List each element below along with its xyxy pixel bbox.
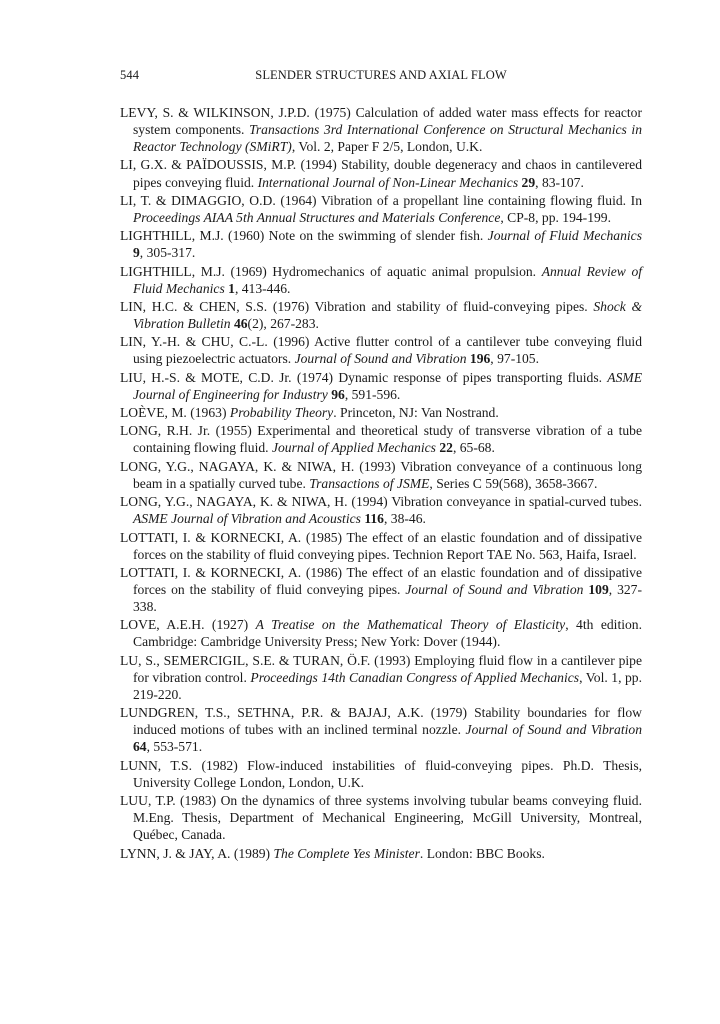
reference-details: , 83-107. xyxy=(535,174,584,190)
page xyxy=(120,68,642,863)
reference-entry xyxy=(120,458,642,492)
reference-details: . London: BBC Books. xyxy=(419,845,545,861)
reference-entry xyxy=(120,192,642,226)
reference-entry xyxy=(120,529,642,563)
reference-entry xyxy=(120,333,642,367)
reference-volume: 116 xyxy=(364,511,384,527)
reference-source: Journal of Applied Mechanics xyxy=(271,440,436,456)
reference-authors: LIN, H.C. & CHEN, S.S. xyxy=(120,298,268,314)
reference-volume: 196 xyxy=(469,351,491,367)
reference-title: Note on the swimming of slender fish. xyxy=(268,228,484,244)
reference-year: (1960) xyxy=(228,228,265,244)
reference-source: Proceedings AIAA 5th Annual Structures and Materials Conference xyxy=(133,209,501,225)
reference-source: A Treatise on the Mathematical Theory of Elasticity xyxy=(255,617,566,633)
reference-source: Annual Review of Fluid Mechanics xyxy=(133,263,643,296)
reference-source: International Journal of Non-Linear Mechanics xyxy=(257,174,519,190)
reference-year: (1982) xyxy=(201,757,238,773)
reference-details: , 4th edition. Cambridge: Cambridge University Press; New York: Dover (1944). xyxy=(133,617,643,650)
reference-authors: LI, T. & DIMAGGIO, O.D. xyxy=(120,192,276,208)
reference-source: Probability Theory xyxy=(229,405,334,421)
reference-authors: LONG, Y.G., NAGAYA, K. & NIWA, H. xyxy=(120,458,355,474)
reference-year: (1955) xyxy=(215,423,252,439)
reference-year: (1964) xyxy=(280,192,317,208)
reference-title: The effect of an elastic foundation and of dissipative forces on the stability of fluid conveying pipes. xyxy=(133,564,643,597)
reference-authors: LU, S., SEMERCIGIL, S.E. & TURAN, Ö.F. xyxy=(120,652,371,668)
reference-title: Vibration conveyance in spatial-curved tubes. xyxy=(391,494,642,510)
reference-details: , 591-596. xyxy=(344,386,401,402)
reference-volume: 1 xyxy=(228,280,235,296)
reference-entry xyxy=(120,792,642,843)
reference-entry xyxy=(120,227,642,261)
reference-year: (1975) xyxy=(314,105,351,120)
reference-entry xyxy=(120,263,642,297)
reference-details: (2), 267-283. xyxy=(247,316,319,332)
reference-year: (1974) xyxy=(296,369,334,385)
reference-title: The effect of an elastic foundation and of dissipative forces on the stability of fluid conveying pipes. Technion Report TAE No. 563, Haifa, Israel. xyxy=(133,529,643,562)
reference-title: Dynamic response of pipes transporting fluids. xyxy=(338,369,603,385)
reference-authors: LUU, T.P. xyxy=(120,793,176,809)
reference-year: (1996) xyxy=(273,334,310,350)
reference-authors: LIGHTHILL, M.J. xyxy=(120,228,224,244)
reference-title: Stability, double degeneracy and chaos in cantilevered pipes conveying fluid. xyxy=(133,157,642,190)
reference-authors: LIN, Y.-H. & CHU, C.-L. xyxy=(120,334,268,350)
reference-title: On the dynamics of three systems involving tubular beams conveying fluid. M.Eng. Thesis, Department of Mechanical Engineering, McGill University, Montreal, Québec, Canada. xyxy=(133,793,642,843)
reference-volume: 22 xyxy=(439,440,453,456)
reference-authors: LEVY, S. & WILKINSON, J.P.D. xyxy=(120,105,310,120)
running-head xyxy=(120,68,642,88)
reference-title: Experimental and theoretical study of transverse vibration of a tube containing flowing fluid. xyxy=(133,423,642,456)
reference-authors: LOVE, A.E.H. xyxy=(120,617,205,633)
reference-details: , Vol. 2, Paper F 2/5, London, U.K. xyxy=(291,139,483,155)
reference-title: Employing fluid flow in a cantilever pipe for vibration control. xyxy=(133,652,642,685)
reference-year: (1985) xyxy=(305,529,343,545)
reference-volume: 96 xyxy=(331,386,345,402)
reference-entry xyxy=(120,156,642,190)
reference-year: (1979) xyxy=(430,705,467,721)
reference-entry xyxy=(120,298,642,332)
reference-details: , 65-68. xyxy=(452,440,495,456)
reference-details: , 97-105. xyxy=(490,351,540,367)
reference-authors: LUNDGREN, T.S., SETHNA, P.R. & BAJAJ, A.K. xyxy=(120,705,424,721)
reference-details: , 413-446. xyxy=(234,280,291,296)
reference-authors: LONG, R.H. Jr. xyxy=(120,423,211,439)
reference-authors: LIU, H.-S. & MOTE, C.D. Jr. xyxy=(120,369,292,385)
reference-entry xyxy=(120,652,642,703)
reference-entry xyxy=(120,104,642,155)
reference-list xyxy=(120,104,642,862)
running-title: SLENDER STRUCTURES AND AXIAL FLOW xyxy=(255,68,507,82)
reference-source: Proceedings 14th Canadian Congress of Applied Mechanics xyxy=(250,669,580,685)
reference-entry xyxy=(120,845,642,862)
reference-authors: LOÈVE, M. xyxy=(120,405,187,421)
reference-details: , CP-8, pp. 194-199. xyxy=(500,209,612,225)
reference-source: Shock & Vibration Bulletin xyxy=(133,298,643,332)
reference-year: (1986) xyxy=(305,564,343,580)
reference-title: Calculation of added water mass effects for reactor system components. xyxy=(133,105,642,138)
reference-year: (1927) xyxy=(211,617,249,633)
page-number: 544 xyxy=(120,68,140,82)
reference-year: (1989) xyxy=(233,845,271,861)
reference-title: Vibration and stability of fluid-conveying pipes. xyxy=(314,298,588,314)
reference-entry xyxy=(120,493,642,527)
reference-source: Journal of Fluid Mechanics xyxy=(487,228,642,244)
reference-source: ASME Journal of Engineering for Industry xyxy=(133,369,642,402)
reference-volume: 46 xyxy=(233,316,248,332)
reference-title: Hydromechanics of aquatic animal propulsion. xyxy=(272,263,537,279)
reference-details: , 327-338. xyxy=(133,581,643,615)
reference-authors: LYNN, J. & JAY, A. xyxy=(120,845,231,861)
reference-year: (1963) xyxy=(190,405,227,421)
reference-volume: 64 xyxy=(133,739,147,755)
reference-entry xyxy=(120,757,642,791)
reference-source: The Complete Yes Minister xyxy=(273,845,420,861)
reference-source: Journal of Sound and Vibration xyxy=(405,581,584,597)
reference-source: Transactions 3rd International Conference on Structural Mechanics in Reactor Technology (SMiRT) xyxy=(133,122,642,155)
reference-authors: LOTTATI, I. & KORNECKI, A. xyxy=(120,564,302,580)
reference-year: (1976) xyxy=(272,298,310,314)
reference-year: (1994) xyxy=(351,494,388,510)
reference-title: Active flutter control of a cantilever tube conveying fluid using piezoelectric actuators. xyxy=(133,334,642,367)
reference-year: (1994) xyxy=(300,157,337,173)
reference-authors: LONG, Y.G., NAGAYA, K. & NIWA, H. xyxy=(120,494,348,510)
reference-source: Journal of Sound and Vibration xyxy=(294,351,467,367)
reference-source: Journal of Sound and Vibration xyxy=(465,722,642,738)
reference-details: , Vol. 1, pp. 219-220. xyxy=(133,669,642,702)
reference-year: (1993) xyxy=(359,458,396,474)
reference-details: , Series C 59(568), 3658-3667. xyxy=(429,475,598,491)
reference-details: , 38-46. xyxy=(383,511,426,527)
reference-year: (1993) xyxy=(374,652,411,668)
reference-authors: LI, G.X. & PAÏDOUSSIS, M.P. xyxy=(120,157,297,173)
reference-entry xyxy=(120,404,642,421)
reference-authors: LIGHTHILL, M.J. xyxy=(120,263,225,279)
reference-title: Flow-induced instabilities of fluid-conveying pipes. Ph.D. Thesis, University College London, London, U.K. xyxy=(133,757,643,790)
reference-details: , 553-571. xyxy=(146,739,203,755)
reference-source: ASME Journal of Vibration and Acoustics xyxy=(133,511,361,527)
reference-entry xyxy=(120,704,642,755)
reference-volume: 29 xyxy=(521,174,536,190)
reference-volume: 109 xyxy=(588,581,609,597)
reference-details: . Princeton, NJ: Van Nostrand. xyxy=(333,405,499,421)
reference-volume: 9 xyxy=(133,245,140,261)
reference-entry xyxy=(120,422,642,456)
reference-authors: LUNN, T.S. xyxy=(120,757,193,773)
reference-source: Transactions of JSME xyxy=(309,475,430,491)
reference-title: Stability boundaries for flow induced motions of tubes with an inclined terminal nozzle. xyxy=(133,705,642,738)
reference-entry xyxy=(120,616,642,650)
reference-authors: LOTTATI, I. & KORNECKI, A. xyxy=(120,529,302,545)
reference-title: Vibration of a propellant line containing flowing fluid. In xyxy=(320,192,642,208)
reference-year: (1969) xyxy=(230,263,267,279)
reference-year: (1983) xyxy=(179,793,217,809)
reference-details: , 305-317. xyxy=(139,245,196,261)
reference-entry xyxy=(120,369,642,403)
reference-entry xyxy=(120,564,642,615)
reference-title: Vibration conveyance of a continuous long beam in a spatially curved tube. xyxy=(133,458,643,491)
